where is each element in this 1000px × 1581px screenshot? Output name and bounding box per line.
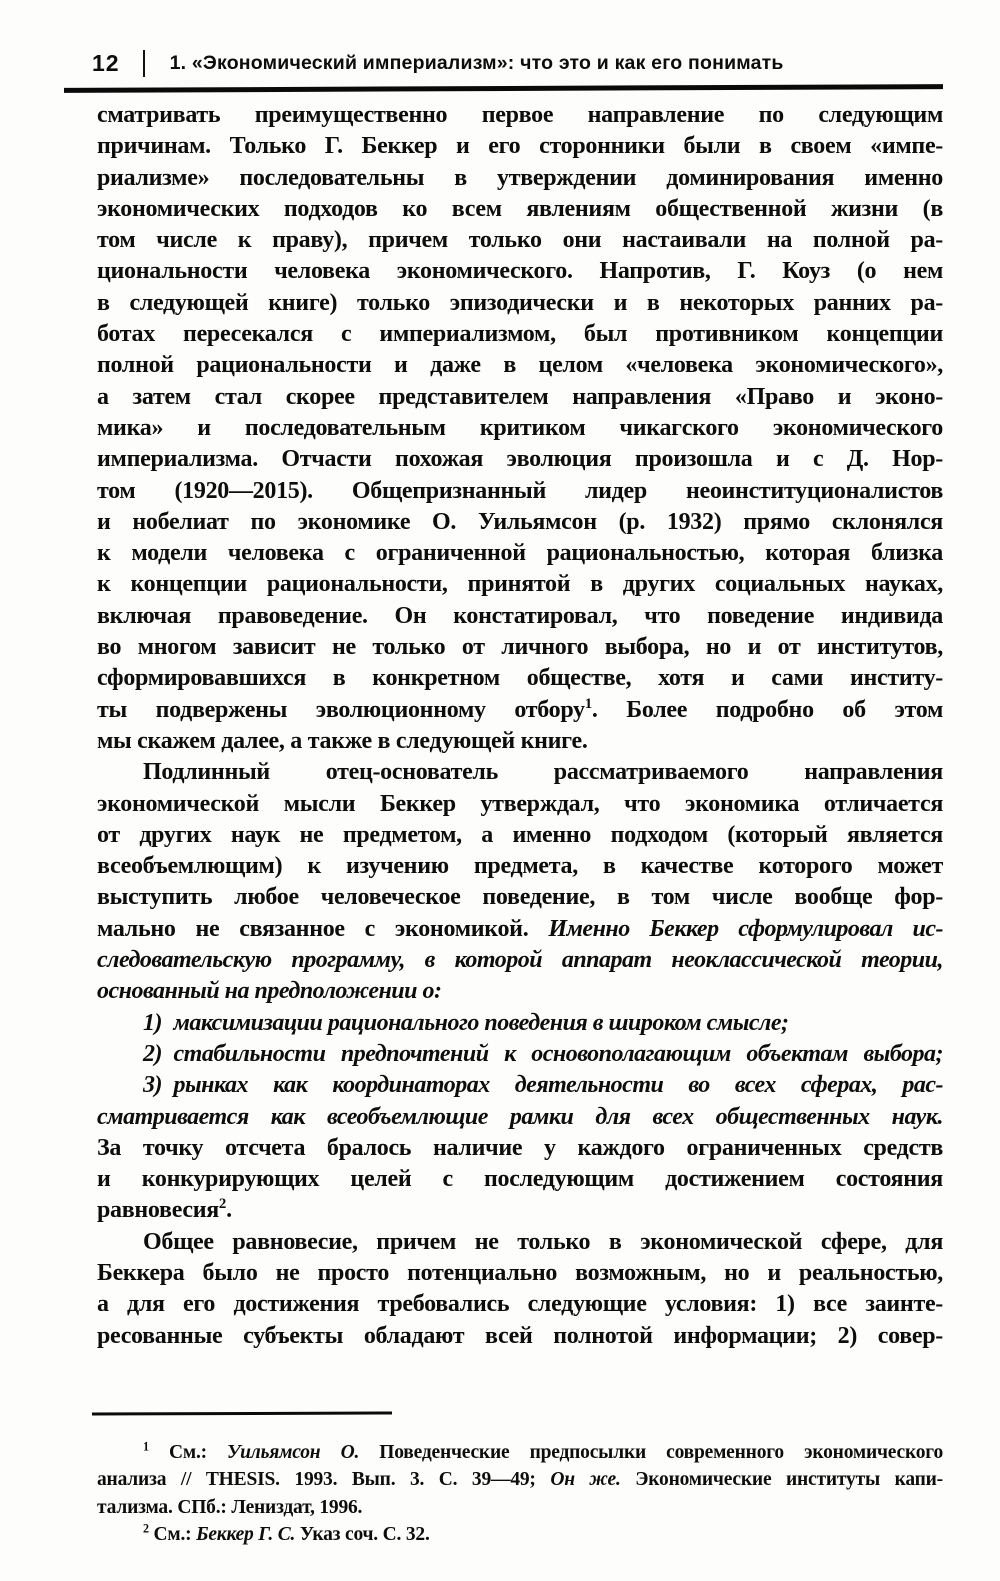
text-line: [97, 601, 943, 632]
text-line: [97, 288, 943, 319]
text-line: [97, 1164, 943, 1195]
text-line: [97, 1289, 943, 1320]
text-segment: мика» и последовательным критиком чикагского экономического: [97, 414, 943, 441]
text-segment: империализма. Отчасти похожая эволюция произошла и с Д. Нор-: [97, 446, 943, 473]
text-line: [97, 851, 943, 882]
text-segment: За точку отсчета бралось наличие у каждого ограниченных средств: [97, 1134, 943, 1161]
text-segment: Он же.: [550, 1469, 621, 1491]
text-segment: Экономические институты капи-: [620, 1469, 943, 1491]
text-segment: к модели человека с ограниченной рациональностью, которая близка: [97, 540, 943, 567]
text-segment: тализма. СПб.: Лениздат, 1996.: [97, 1496, 363, 1518]
text-line: [97, 882, 943, 913]
text-segment: риализме» последовательны в утверждении доминирования именно: [97, 164, 943, 191]
text-line: [97, 1321, 943, 1352]
text-segment: том числе к праву), причем только они настаивали на полной ра-: [97, 227, 943, 254]
text-line: [97, 444, 943, 475]
text-segment: Именно Беккер сформулировал ис-: [548, 915, 943, 942]
text-line: [97, 1133, 943, 1164]
text-segment: всеобъемлющим) к изучению предмета, в качестве которого может: [97, 853, 943, 880]
text-line: [97, 945, 943, 976]
text-segment: и нобелиат по экономике О. Уильямсон (р. 1932) прямо склонялся: [97, 508, 943, 535]
text-segment: причинам. Только Г. Беккер и его сторонники были в своем «импе-: [97, 133, 943, 160]
text-segment: Уильямсон О.: [227, 1441, 360, 1463]
text-line: [97, 538, 943, 569]
text-line: [97, 695, 943, 726]
footnotes: [97, 1439, 943, 1549]
text-segment: Поведенческие предпосылки современного экономического: [359, 1441, 943, 1463]
text-segment: экономических подходов ко всем явлениям общественной жизни (в: [97, 195, 943, 222]
text-segment: сматривать преимущественно первое направление по следующим: [97, 102, 943, 128]
text-line: [97, 319, 943, 350]
text-segment: к концепции рациональности, принятой в других социальных науках,: [97, 571, 943, 598]
text-segment: Беккер Г. С.: [196, 1524, 296, 1546]
text-line: [97, 1258, 943, 1289]
text-line: [97, 163, 943, 194]
text-segment: основанный на предположении о:: [97, 978, 442, 1005]
text-line: [97, 820, 943, 851]
footnote-reference: 2: [143, 1521, 149, 1536]
footnote-reference: 1: [584, 695, 592, 712]
text-line: [97, 1195, 943, 1226]
text-segment: сформировавшихся в конкретном обществе, хотя и сами институ-: [97, 665, 943, 692]
text-line: [97, 914, 943, 945]
text-segment: полной рациональности и даже в целом «человека экономического»,: [97, 352, 943, 379]
text-line: [97, 976, 943, 1007]
text-line: [97, 663, 943, 694]
text-line: [97, 256, 943, 287]
text-segment: экономической мысли Беккер утверждал, что экономика отличается: [97, 790, 943, 817]
footnote-reference: 2: [218, 1196, 227, 1213]
text-line: [97, 413, 943, 444]
text-line: [97, 194, 943, 225]
text-segment: . Более подробно об этом: [591, 696, 943, 723]
text-segment: .: [226, 1197, 232, 1224]
footnote-separator: [92, 1411, 392, 1415]
text-segment: а затем стал скорее представителем направления «Право и эконо-: [97, 383, 943, 410]
chapter-title: 1. «Экономический империализм»: что это и как его понимать: [169, 52, 784, 74]
text-line: [97, 1227, 943, 1258]
text-segment: в следующей книге) только эпизодически и в некоторых ранних ра-: [97, 289, 943, 316]
text-segment: и конкурирующих целей с последующим достижением состояния: [97, 1166, 943, 1193]
text-line: [97, 569, 943, 600]
text-line: [97, 1521, 943, 1549]
text-segment: выступить любое человеческое поведение, в том числе вообще фор-: [97, 884, 943, 911]
text-segment: Общее равновесие, причем не только в экономической сфере, для: [143, 1228, 943, 1255]
text-line: [97, 1466, 943, 1494]
text-segment: циональности человека экономического. Напротив, Г. Коуз (о нем: [97, 258, 943, 285]
text-segment: ботах пересекался с империализмом, был противником концепции: [97, 321, 943, 348]
text-segment: сматривается как всеобъемлющие рамки для всех общественных наук.: [97, 1103, 943, 1130]
text-segment: 2) стабильности предпочтений к основополагающим объектам выбора;: [143, 1040, 943, 1067]
text-segment: мально не связанное с экономикой.: [97, 915, 549, 942]
text-line: [97, 1439, 943, 1467]
text-segment: Беккера было не просто потенциально возможным, но и реальностью,: [97, 1259, 943, 1286]
body-text: [97, 100, 943, 1352]
text-line: [97, 1008, 943, 1039]
text-segment: следовательскую программу, в которой аппарат неоклассической теории,: [97, 947, 943, 974]
text-segment: См.:: [148, 1441, 228, 1463]
footnote-reference: 1: [143, 1439, 149, 1454]
text-line: [97, 1494, 943, 1522]
header-rule: [64, 84, 943, 93]
text-line: [97, 225, 943, 256]
text-segment: мы скажем далее, а также в следующей книге.: [97, 727, 588, 754]
running-head: [92, 50, 940, 77]
text-line: [97, 789, 943, 820]
text-line: [97, 350, 943, 381]
text-line: [97, 757, 943, 788]
text-segment: во многом зависит не только от личного выбора, но и от институтов,: [97, 634, 943, 661]
text-line: [97, 476, 943, 507]
text-line: [97, 131, 943, 162]
text-line: [97, 382, 943, 413]
text-line: [97, 1070, 943, 1101]
text-segment: равновесия: [97, 1197, 219, 1224]
header-divider: [143, 50, 145, 77]
text-segment: 1) максимизации рационального поведения в широком смысле;: [143, 1009, 789, 1036]
text-segment: 3) рынках как координаторах деятельности во всех сферах, рас-: [143, 1072, 943, 1099]
text-segment: том (1920—2015). Общепризнанный лидер неоинституционалистов: [97, 477, 943, 504]
page-number: 12: [92, 50, 120, 76]
text-segment: Подлинный отец-основатель рассматриваемого направления: [143, 759, 943, 786]
text-segment: ресованные субъекты обладают всей полнотой информации; 2) совер-: [97, 1322, 943, 1349]
text-segment: ты подвержены эволюционному отбору: [97, 696, 585, 723]
text-segment: Указ соч. С. 32.: [295, 1524, 430, 1546]
text-line: [97, 632, 943, 663]
text-line: [97, 100, 943, 131]
text-line: [97, 726, 943, 757]
text-segment: включая правоведение. Он констатировал, что поведение индивида: [97, 602, 943, 629]
text-line: [97, 1102, 943, 1133]
text-segment: анализа // THESIS. 1993. Вып. 3. С. 39—49;: [97, 1469, 551, 1491]
text-segment: а для его достижения требовались следующие условия: 1) все заинте-: [97, 1291, 943, 1318]
text-line: [97, 507, 943, 538]
text-segment: от других наук не предметом, а именно подходом (который является: [97, 821, 943, 848]
text-line: [97, 1039, 943, 1070]
text-segment: См.:: [148, 1524, 197, 1546]
